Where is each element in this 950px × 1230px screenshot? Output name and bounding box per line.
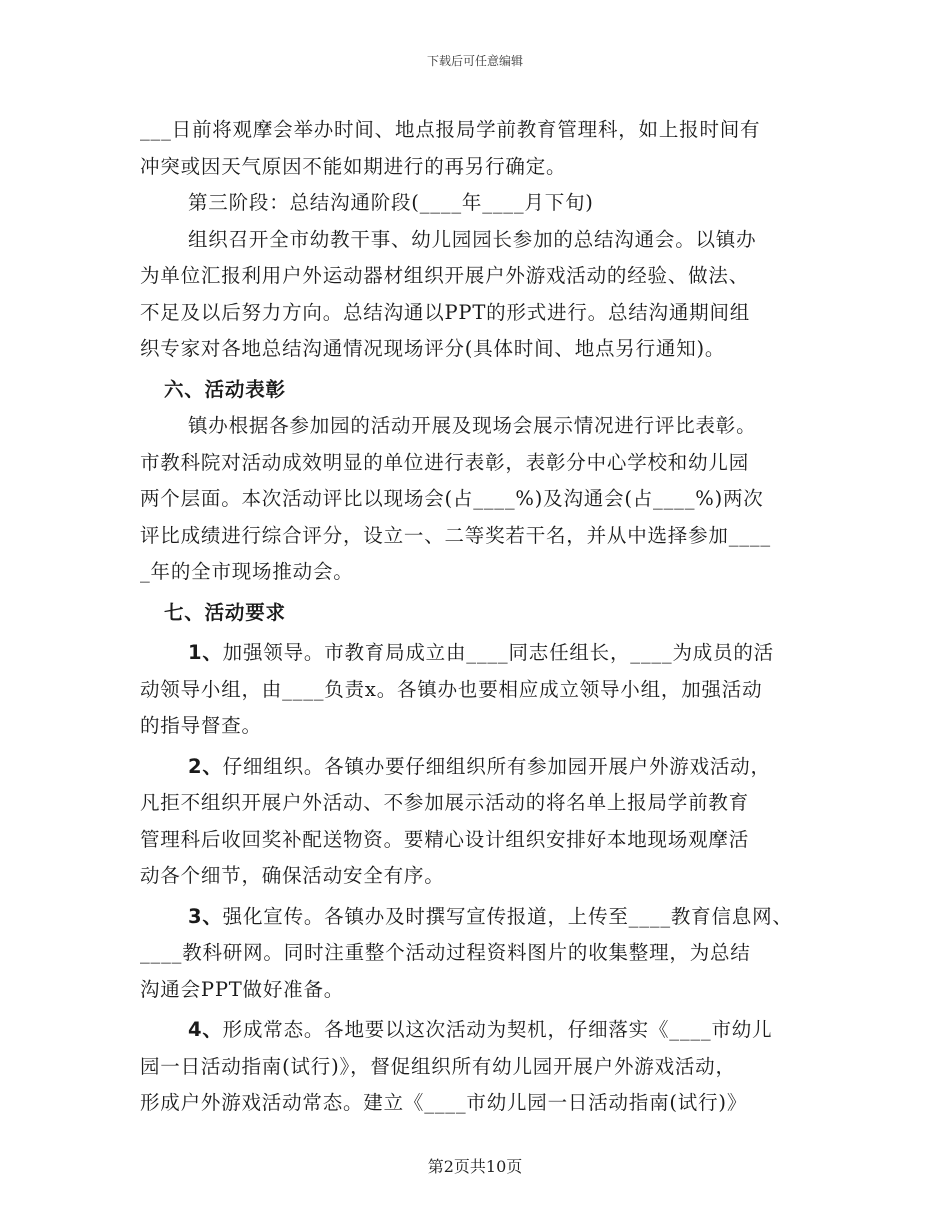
text-line: 形成户外游戏活动常态。建立《____市幼儿园一日活动指南(试行)》 xyxy=(140,1091,748,1114)
list-item xyxy=(140,749,820,786)
text-line: 两个层面。本次活动评比以现场会(占____%)及沟通会(占____%)两次 xyxy=(140,487,764,510)
text-line: 管理科后收回奖补配送物资。要精心设计组织安排好本地现场观摩活 xyxy=(140,827,750,851)
text-line: 市教科院对活动成效明显的单位进行表彰，表彰分中心学校和幼儿园 xyxy=(140,450,750,474)
item-text: 形成常态。各地要以这次活动为契机，仔细落实《____市幼儿 xyxy=(222,1018,773,1041)
text-line: 凡拒不组织开展户外活动、不参加展示活动的将名单上报局学前教育 xyxy=(140,791,750,814)
text-line: 冲突或因天气原因不能如期进行的再另行确定。 xyxy=(140,154,567,178)
text-line: 镇办根据各参加园的活动开展及现场会展示情况进行评比表彰。 xyxy=(188,414,757,437)
item-number: 3、 xyxy=(188,904,223,928)
item-text: 加强领导。市教育局成立由____同志任组长，____为成员的活 xyxy=(222,641,774,664)
page-header: 下载后可任意编辑 xyxy=(426,54,523,68)
text-line: 组织召开全市幼教干事、幼儿园园长参加的总结沟通会。以镇办 xyxy=(188,227,757,251)
list-item xyxy=(140,635,820,672)
text-line: 动领导小组，由____负责x。各镇办也要相应成立领导小组，加强活动 xyxy=(140,677,763,701)
text-line: 为单位汇报利用户外运动器材组织开展户外游戏活动的经验、做法、 xyxy=(140,264,750,287)
text-line: ___日前将观摩会举办时间、地点报局学前教育管理科，如上报时间有 xyxy=(140,118,761,141)
text-line: 园一日活动指南(试行)》，督促组织所有幼儿园开展户外游戏活动， xyxy=(140,1054,736,1078)
page-footer: 第2页共10页 xyxy=(427,1157,523,1176)
list-item xyxy=(140,1012,820,1049)
item-number: 1、 xyxy=(188,641,223,664)
stage-heading: 第三阶段：总结沟通阶段(____年____月下旬) xyxy=(188,191,594,214)
item-number: 2、 xyxy=(188,754,223,778)
document-body xyxy=(140,112,820,1122)
list-item xyxy=(140,899,820,936)
text-line: 不足及以后努力方向。总结沟通以PPT的形式进行。总结沟通期间组 xyxy=(140,300,751,324)
section-heading-awards: 六、活动表彰 xyxy=(164,377,286,401)
item-text: 强化宣传。各镇办及时撰写宣传报道，上传至____教育信息网、 xyxy=(222,904,793,928)
text-line: 评比成绩进行综合评分，设立一、二等奖若干名，并从中选择参加____ xyxy=(140,523,771,547)
text-line: ____教科研网。同时注重整个活动过程资料图片的收集整理，为总结 xyxy=(140,941,751,964)
item-number: 4、 xyxy=(188,1018,223,1041)
text-line: 动各个细节，确保活动安全有序。 xyxy=(140,864,445,887)
text-line: 沟通会PPT做好准备。 xyxy=(140,977,345,1001)
text-line: _年的全市现场推动会。 xyxy=(140,560,354,583)
section-heading-requirements: 七、活动要求 xyxy=(164,600,286,624)
text-line: 织专家对各地总结沟通情况现场评分(具体时间、地点另行通知)。 xyxy=(140,337,726,360)
item-text: 仔细组织。各镇办要仔细组织所有参加园开展户外游戏活动， xyxy=(222,754,771,778)
text-line: 的指导督查。 xyxy=(140,714,262,737)
